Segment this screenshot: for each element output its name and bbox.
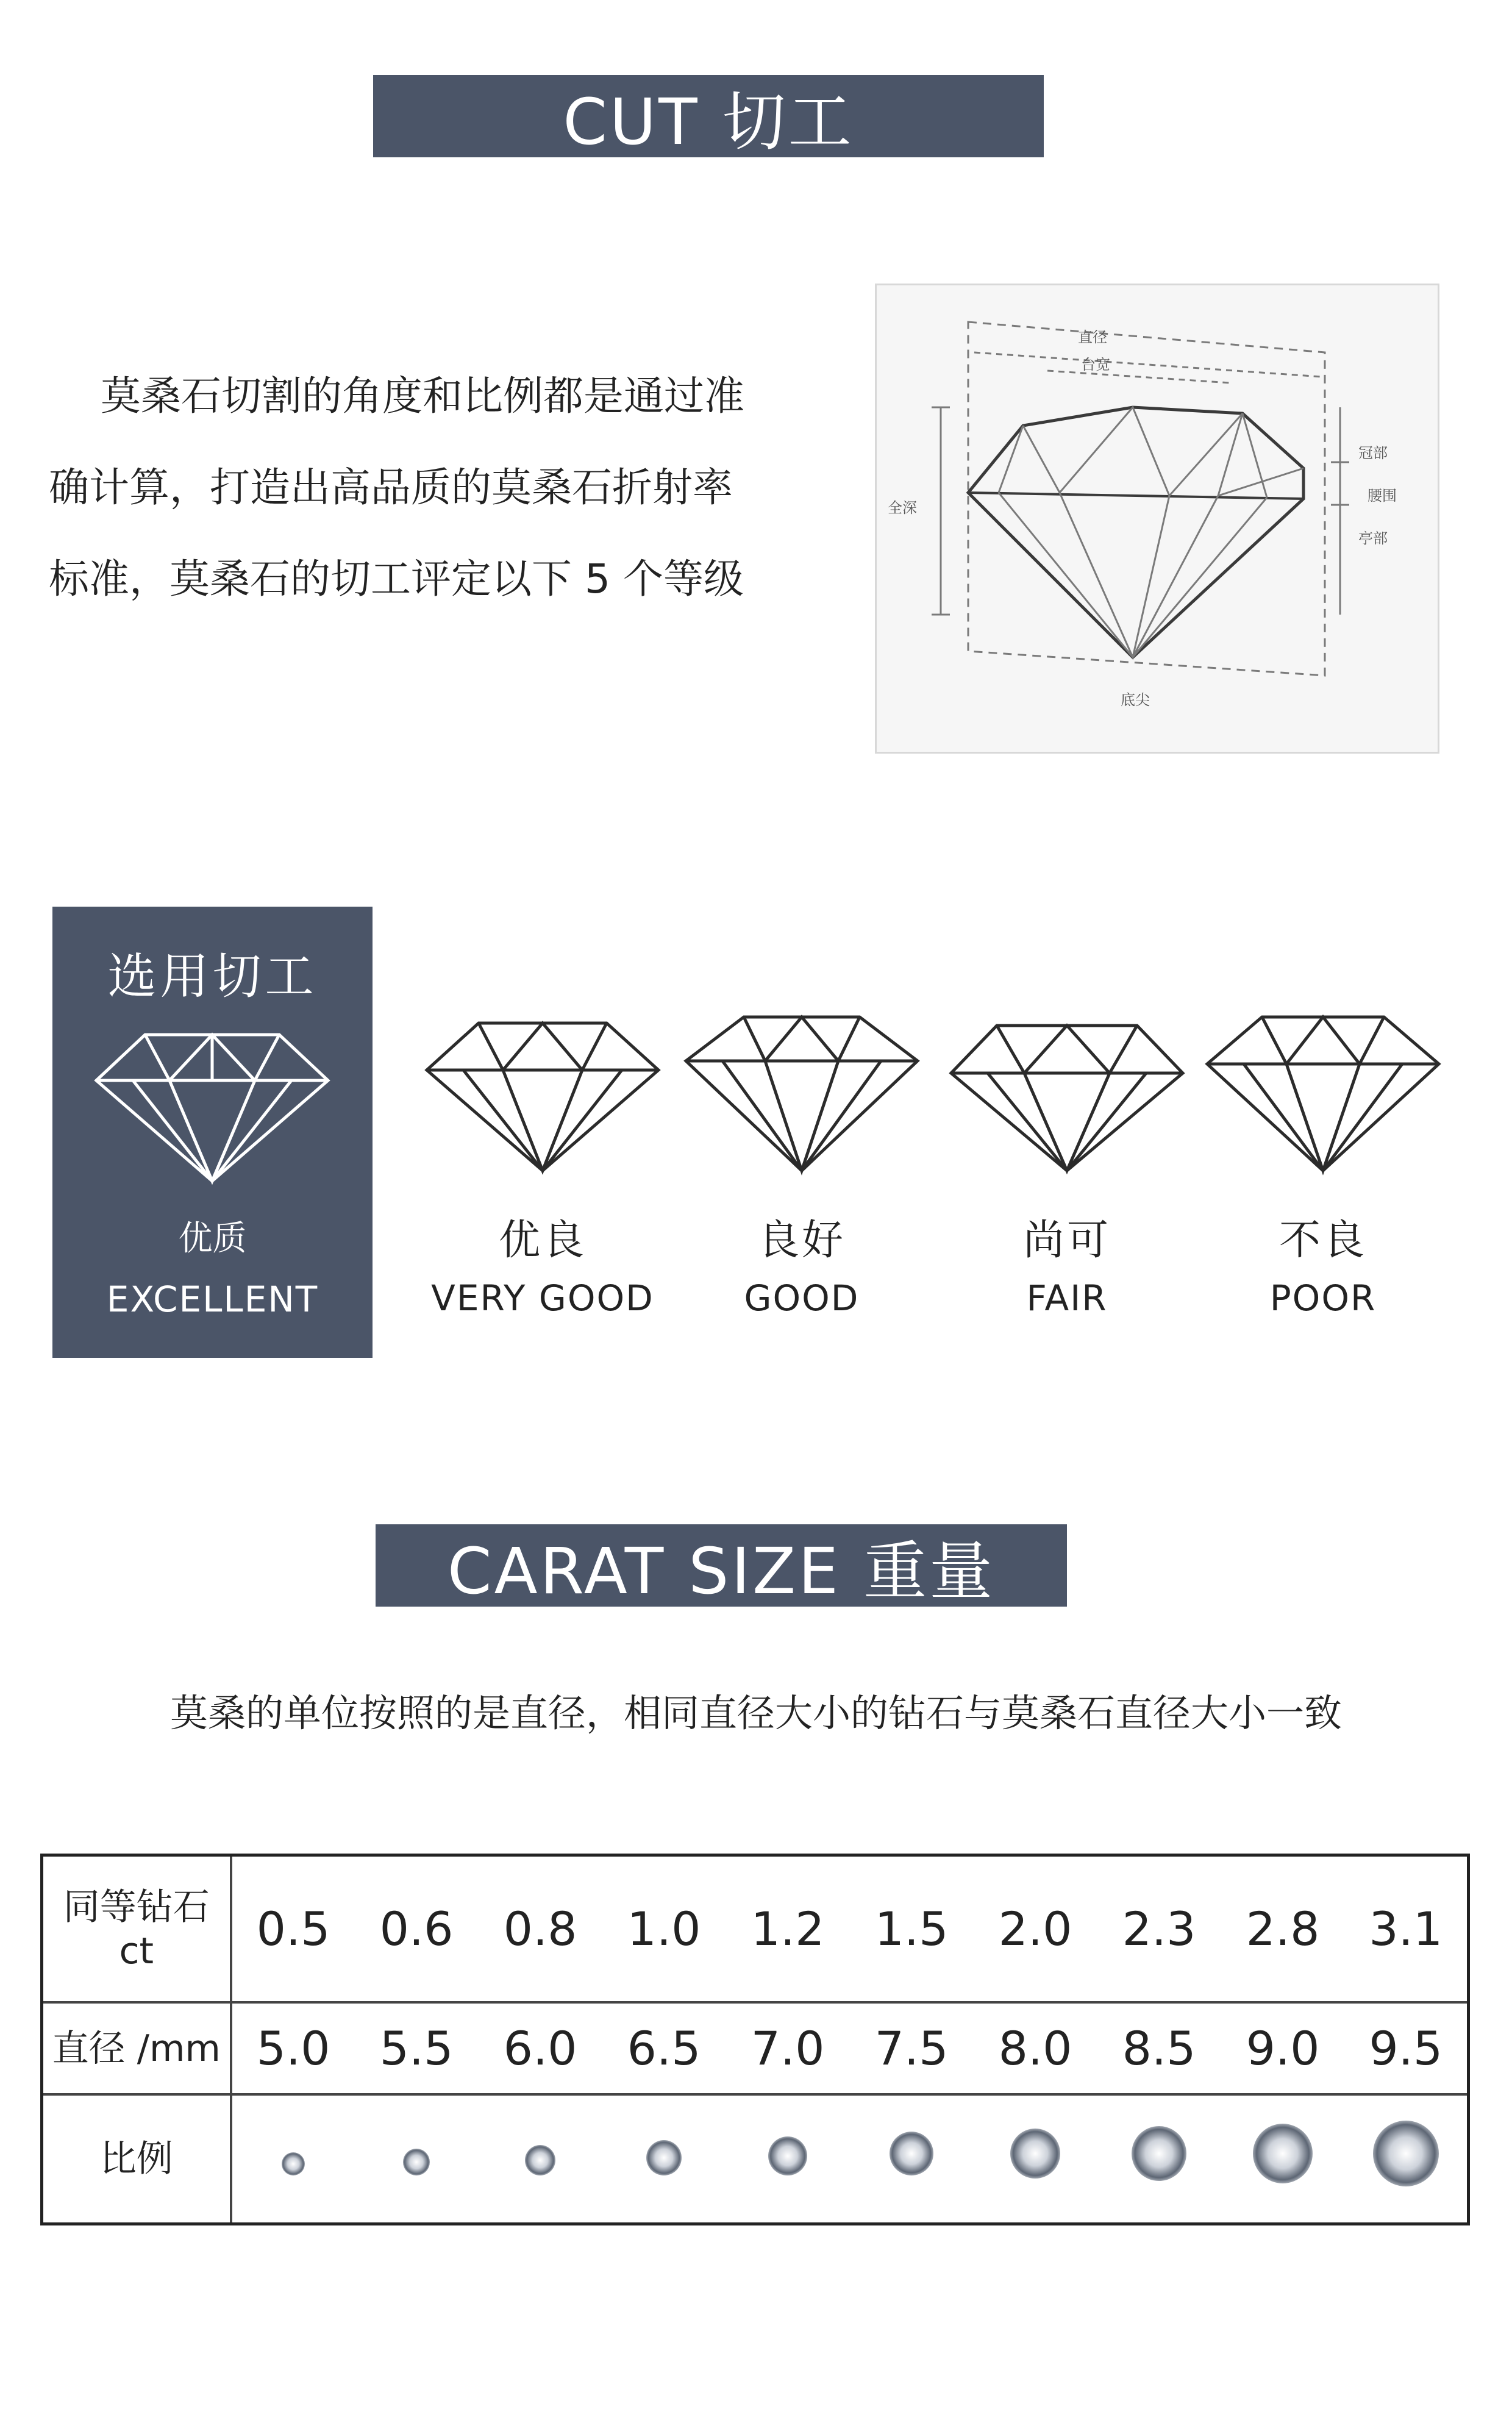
diamond-good-icon — [680, 1012, 924, 1177]
diamond-scale-icon — [768, 2136, 807, 2175]
scale-cell — [1345, 2094, 1469, 2224]
scale-cell — [1221, 2094, 1345, 2224]
mm-cell: 6.5 — [602, 2002, 726, 2094]
scale-cell — [602, 2094, 726, 2224]
grade-zh: 良好 — [757, 1216, 846, 1265]
mm-cell: 5.5 — [355, 2002, 479, 2094]
mm-cell: 8.0 — [974, 2002, 1097, 2094]
grade-fair — [939, 1012, 1195, 1319]
grade-en: FAIR — [1026, 1277, 1108, 1319]
selected-cut-panel — [52, 907, 373, 1358]
diamond-scale-icon — [525, 2145, 555, 2175]
scale-cell — [1097, 2094, 1221, 2224]
diamond-scale-icon — [646, 2140, 682, 2175]
grade-poor — [1195, 1012, 1451, 1319]
table-label: 台宽 — [1081, 356, 1110, 373]
mm-cell: 5.0 — [231, 2002, 355, 2094]
carat-size-table — [40, 1854, 1470, 2225]
anatomy-diagram-svg — [877, 285, 1438, 752]
diamond-scale-icon — [1253, 2124, 1313, 2183]
ct-cell: 2.0 — [998, 1902, 1072, 1956]
selected-cut-en: EXCELLENT — [106, 1279, 319, 1320]
mm-cell: 7.5 — [850, 2002, 974, 2094]
diamond-very-good-icon — [421, 1012, 665, 1177]
ct-cell: 0.8 — [503, 1902, 577, 1956]
mm-cell: 7.0 — [726, 2002, 850, 2094]
grade-en: POOR — [1269, 1277, 1377, 1319]
row-header-mm: 直径 /mm — [42, 2002, 231, 2094]
diamond-scale-icon — [1373, 2121, 1439, 2186]
culet-label: 底尖 — [1121, 691, 1150, 708]
diameter-label: 直径 — [1078, 329, 1107, 346]
ct-cell: 1.0 — [627, 1902, 701, 1956]
grade-zh: 尚可 — [1022, 1216, 1111, 1265]
row-header-ct-line2: ct — [119, 1929, 154, 1972]
crown-label: 冠部 — [1358, 444, 1388, 462]
grade-en: GOOD — [744, 1277, 860, 1319]
diamond-anatomy-diagram — [875, 284, 1439, 754]
grade-good — [674, 1012, 930, 1319]
girdle-label: 腰围 — [1368, 487, 1397, 504]
intro-line: 莫桑石切割的角度和比例都是通过准 — [101, 373, 744, 419]
scale-cell — [479, 2094, 602, 2224]
mm-cell: 9.0 — [1221, 2002, 1345, 2094]
scale-cell — [850, 2094, 974, 2224]
row-header-ct-line1: 同等钻石 — [63, 1885, 210, 1929]
ct-cell: 0.5 — [256, 1902, 330, 1956]
scale-cell — [726, 2094, 850, 2224]
table-row-mm — [42, 2002, 1469, 2094]
selected-cut-label: 选用切工 — [107, 948, 318, 1005]
intro-line: 标准，莫桑石的切工评定以下 5 个等级 — [49, 555, 744, 602]
cut-intro — [49, 351, 841, 625]
ct-cell: 1.5 — [874, 1902, 949, 1956]
grade-zh: 优良 — [498, 1216, 587, 1265]
diamond-excellent-icon — [90, 1022, 334, 1187]
cut-title: CUT 切工 — [563, 84, 854, 159]
ct-cell: 1.2 — [751, 1902, 825, 1956]
ct-cell: 0.6 — [379, 1902, 454, 1956]
row-header-scale: 比例 — [42, 2094, 231, 2224]
grade-zh: 不良 — [1278, 1216, 1367, 1265]
mm-cell: 9.5 — [1345, 2002, 1469, 2094]
grade-very-good — [415, 1012, 671, 1319]
scale-cell — [231, 2094, 355, 2224]
table-row-scale — [42, 2094, 1469, 2224]
mm-cell: 6.0 — [479, 2002, 602, 2094]
carat-caption: 莫桑的单位按照的是直径，相同直径大小的钻石与莫桑石直径大小一致 — [169, 1691, 1342, 1735]
diamond-scale-icon — [282, 2152, 305, 2175]
carat-title-banner — [376, 1524, 1067, 1607]
diamond-scale-icon — [1010, 2129, 1060, 2179]
pavilion-label: 亭部 — [1358, 530, 1388, 547]
diamond-fair-icon — [945, 1012, 1189, 1177]
ct-cell: 3.1 — [1369, 1902, 1443, 1956]
ct-cell: 2.3 — [1122, 1902, 1196, 1956]
scale-cell — [974, 2094, 1097, 2224]
depth-label: 全深 — [888, 499, 917, 516]
scale-cell — [355, 2094, 479, 2224]
diamond-scale-icon — [403, 2149, 430, 2175]
diamond-scale-icon — [890, 2132, 933, 2175]
grade-en: VERY GOOD — [431, 1277, 654, 1319]
row-header-ct — [42, 1855, 231, 2003]
intro-line: 确计算，打造出高品质的莫桑石折射率 — [49, 464, 733, 511]
diamond-scale-icon — [1132, 2126, 1186, 2181]
selected-cut-zh: 优质 — [178, 1219, 247, 1258]
ct-cell: 2.8 — [1246, 1902, 1320, 1956]
cut-title-banner — [373, 75, 1044, 157]
table-row-ct — [42, 1855, 1469, 2003]
mm-cell: 8.5 — [1097, 2002, 1221, 2094]
diamond-poor-icon — [1201, 1012, 1445, 1177]
carat-title: CARAT SIZE 重量 — [447, 1533, 996, 1608]
